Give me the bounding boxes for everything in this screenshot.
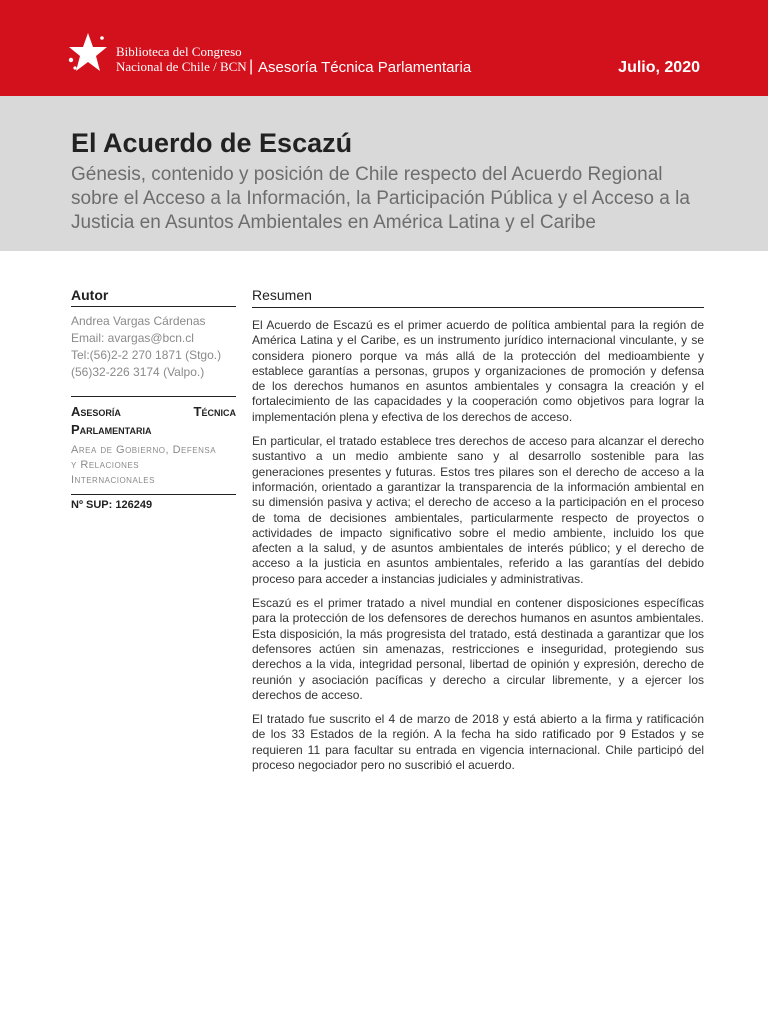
bcn-logo-text bbox=[116, 44, 247, 74]
author-heading: Autor bbox=[71, 287, 236, 307]
author-name: Andrea Vargas Cárdenas bbox=[71, 314, 206, 328]
header-separator: | bbox=[249, 58, 254, 75]
summary-heading: Resumen bbox=[252, 287, 704, 308]
logo-line-2: Nacional de Chile / BCN bbox=[116, 59, 247, 74]
area-label bbox=[71, 443, 236, 495]
summary-paragraph-3: Escazú es el primer tratado a nivel mundial en contener disposiciones específicas para la protección de los defensores de derechos humanos en asuntos ambientales. Esta disposición, la más progresista del tratado, está destinada a garantizar que los defensores actúen sin amenazas, restricciones e inseguridad, protegiendo sus derechos a la vida, integridad personal, libertad de opinión y expresión, derecho de reunión y asociación pacíficas y derecho a circular libremente, y a ejercer los derechos de acceso. bbox=[252, 596, 704, 702]
summary-paragraph-1: El Acuerdo de Escazú es el primer acuerdo de política ambiental para la región de América Latina y el Caribe, es un instrumento jurídico internacional vinculante, y se considera pionero porque va más allá de la protección del medioambiente y establece garantías a personas, grupos y organizaciones de promoción y defensa de los derechos humanos en asuntos ambientales y consagra la creación y el fortalecimiento de las capacidades y la cooperación como objetivos para lograr la implementación plena y efectiva de los derechos de acceso. bbox=[252, 318, 704, 424]
area-line-3: Internacionales bbox=[71, 474, 155, 486]
header-department: Asesoría Técnica Parlamentaria bbox=[258, 59, 472, 76]
author-phone-valpo: (56)32-226 3174 (Valpo.) bbox=[71, 365, 205, 379]
area-line-2: y Relaciones bbox=[71, 459, 140, 471]
area-line-1: Area de Gobierno, Defensa bbox=[71, 444, 217, 456]
author-details bbox=[71, 313, 236, 381]
department-title-line-2: Parlamentaria bbox=[71, 422, 152, 437]
header-date: Julio, 2020 bbox=[618, 59, 700, 76]
author-phone-stgo: Tel:(56)2-2 270 1871 (Stgo.) bbox=[71, 348, 222, 362]
document-title: El Acuerdo de Escazú bbox=[71, 128, 353, 158]
sidebar bbox=[71, 287, 236, 511]
document-subtitle: Génesis, contenido y posición de Chile respecto del Acuerdo Regional sobre el Acceso a la Información, la Participación Pública y el Acceso a la Justicia en Asuntos Ambientales en América Latina y el Caribe bbox=[71, 164, 690, 233]
summary-paragraph-2: En particular, el tratado establece tres derechos de acceso para alcanzar el derecho sustantivo a un medio ambiente sano y al desarrollo sostenible para las generaciones presentes y futuras. Estos tres pilares son el derecho de acceso a la información, orientado a garantizar la transparencia de la información ambiental en su dimensión pasiva y activa; el derecho de acceso a la participación en el proceso de toma de decisiones ambientales, particularmente respecto de proyectos o actividades de impacto significativo sobre el medio ambiente, incluido los que afecten a la salud, y de asuntos ambientales de interés público; y el derecho de acceso a la justicia en asuntos ambientales, referido a las garantías del debido proceso para acceder a instancias judiciales y administrativas. bbox=[252, 434, 704, 586]
department-section bbox=[71, 396, 236, 511]
summary-section bbox=[252, 287, 704, 773]
department-title-line-1: Asesoría Técnica bbox=[71, 404, 236, 419]
bcn-star-logo-icon bbox=[64, 30, 110, 76]
logo-line-1: Biblioteca del Congreso bbox=[116, 44, 242, 59]
page-header bbox=[0, 0, 768, 96]
sup-number: Nº SUP: 126249 bbox=[71, 499, 153, 511]
summary-paragraph-4: El tratado fue suscrito el 4 de marzo de 2018 y está abierto a la firma y ratificación de los 33 Estados de la región. A la fecha ha sido ratificado por 9 Estados y se requieren 11 para facultar su entrada en vigencia internacional. Chile participó del proceso negociador pero no suscribió el acuerdo. bbox=[252, 712, 704, 773]
author-email: Email: avargas@bcn.cl bbox=[71, 331, 194, 345]
